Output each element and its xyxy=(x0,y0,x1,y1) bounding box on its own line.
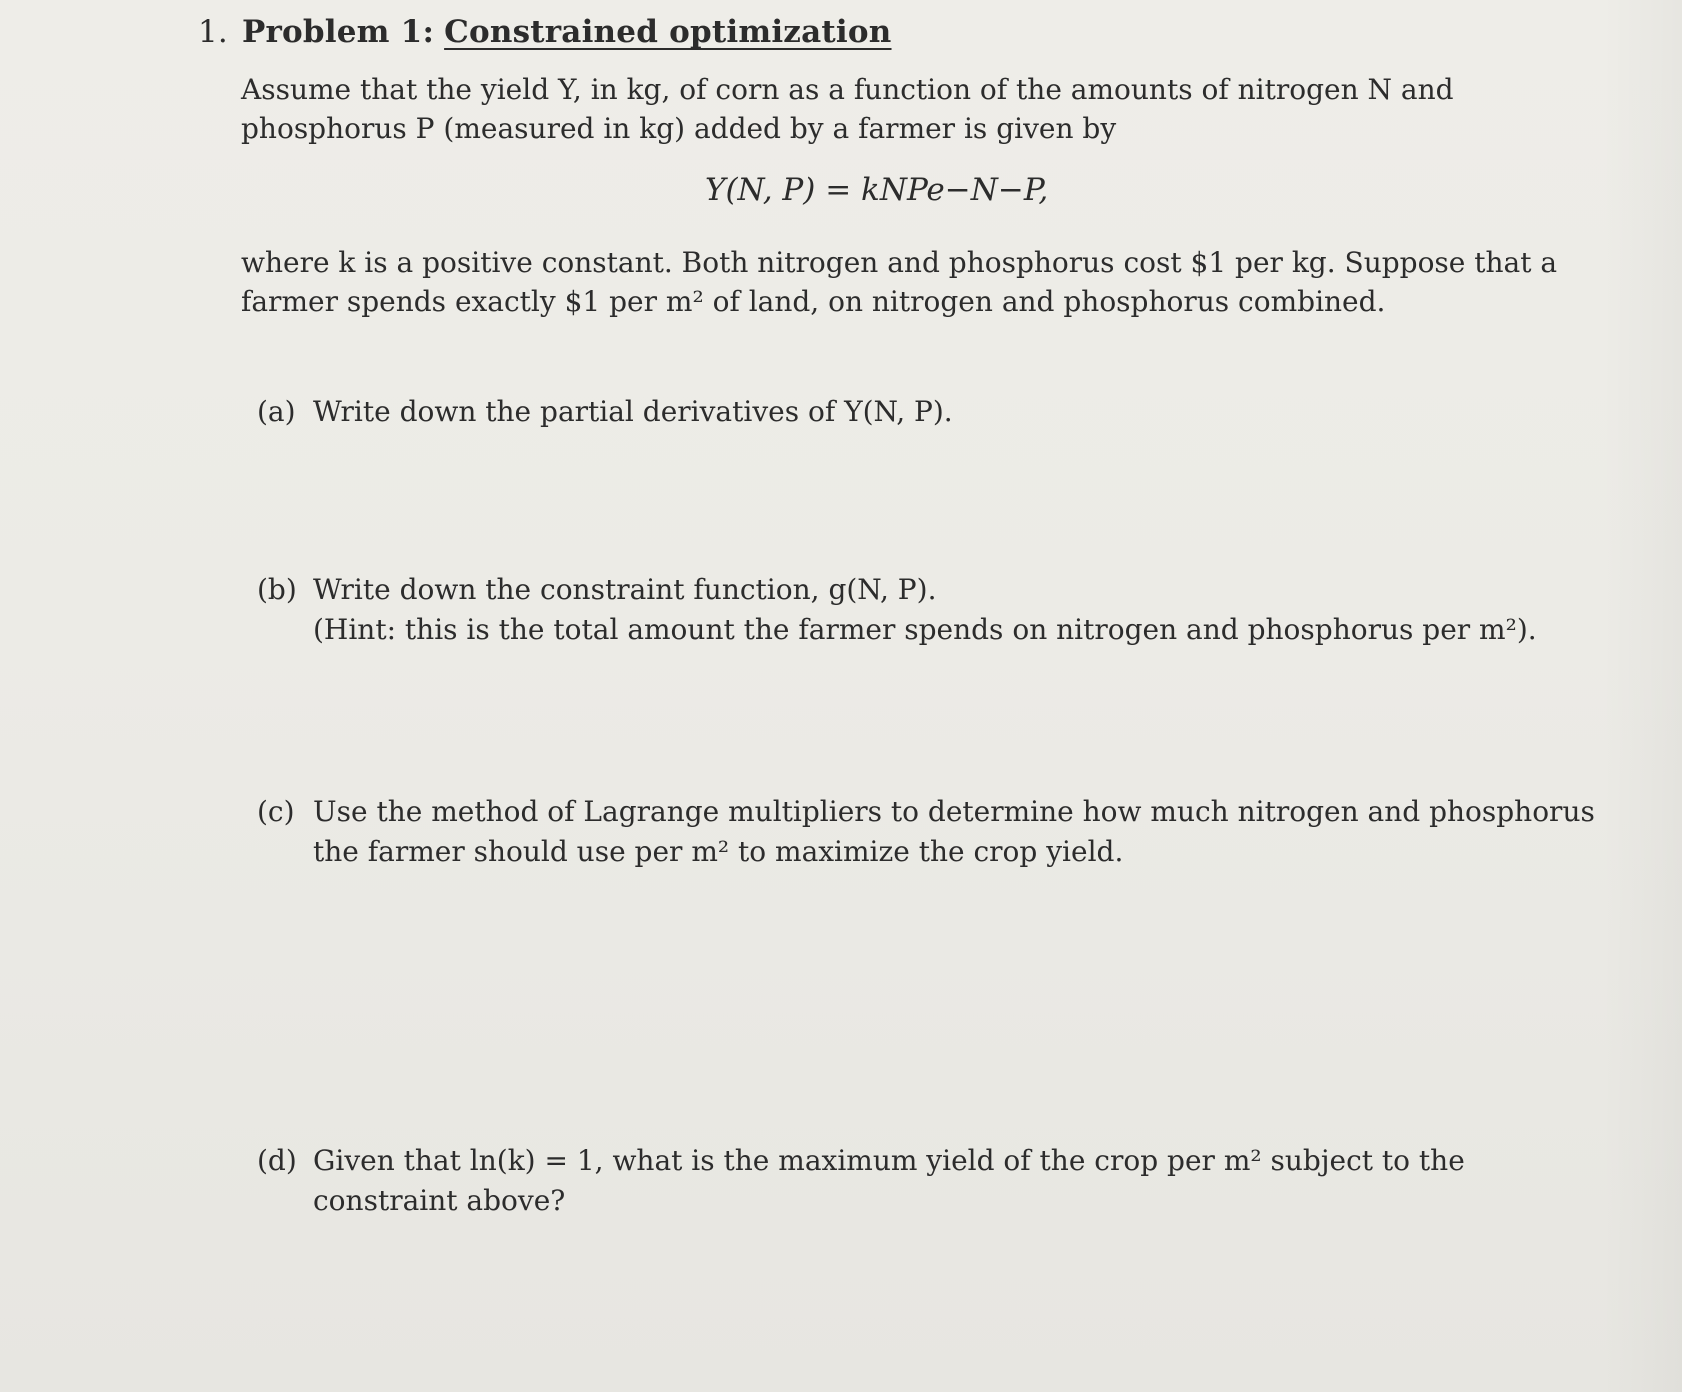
question-label: (c) xyxy=(257,795,295,828)
question-label: (b) xyxy=(257,573,297,606)
problem-topic: Constrained optimization xyxy=(444,14,892,50)
question-label: (d) xyxy=(257,1144,297,1177)
question-text: Use the method of Lagrange multipliers to determine how much nitrogen and phosphorus xyxy=(313,795,1595,828)
question-text: Given that ln(k) = 1, what is the maximum yield of the crop per m² subject to the xyxy=(313,1144,1465,1177)
question-hint: (Hint: this is the total amount the farmer spends on nitrogen and phosphorus per m²). xyxy=(313,613,1537,646)
question-c xyxy=(257,792,1595,872)
intro-paragraph xyxy=(241,70,1501,148)
cost-line: where k is a positive constant. Both nitrogen and phosphorus cost $1 per kg. Suppose that a xyxy=(241,246,1558,279)
question-a xyxy=(257,392,953,432)
cost-line: farmer spends exactly $1 per m² of land, on nitrogen and phosphorus combined. xyxy=(241,285,1386,318)
problem-heading xyxy=(198,14,892,50)
question-b xyxy=(257,570,1537,650)
yield-equation: Y(N, P) = kNPe−N−P, xyxy=(705,172,1049,208)
intro-line: phosphorus P (measured in kg) added by a farmer is given by xyxy=(241,112,1117,145)
question-d xyxy=(257,1141,1465,1221)
question-text-continued: the farmer should use per m² to maximize the crop yield. xyxy=(313,835,1124,868)
question-text-continued: constraint above? xyxy=(313,1184,566,1217)
cost-paragraph xyxy=(241,243,1558,321)
question-text: Write down the constraint function, g(N, P). xyxy=(313,573,937,606)
intro-line: Assume that the yield Y, in kg, of corn as a function of the amounts of nitrogen N and xyxy=(241,73,1454,106)
problem-title: Problem 1: xyxy=(241,14,435,50)
question-text: Write down the partial derivatives of Y(N, P). xyxy=(313,395,953,428)
problem-number: 1. xyxy=(198,14,228,50)
page-shading xyxy=(1602,0,1682,1392)
question-label: (a) xyxy=(257,395,296,428)
